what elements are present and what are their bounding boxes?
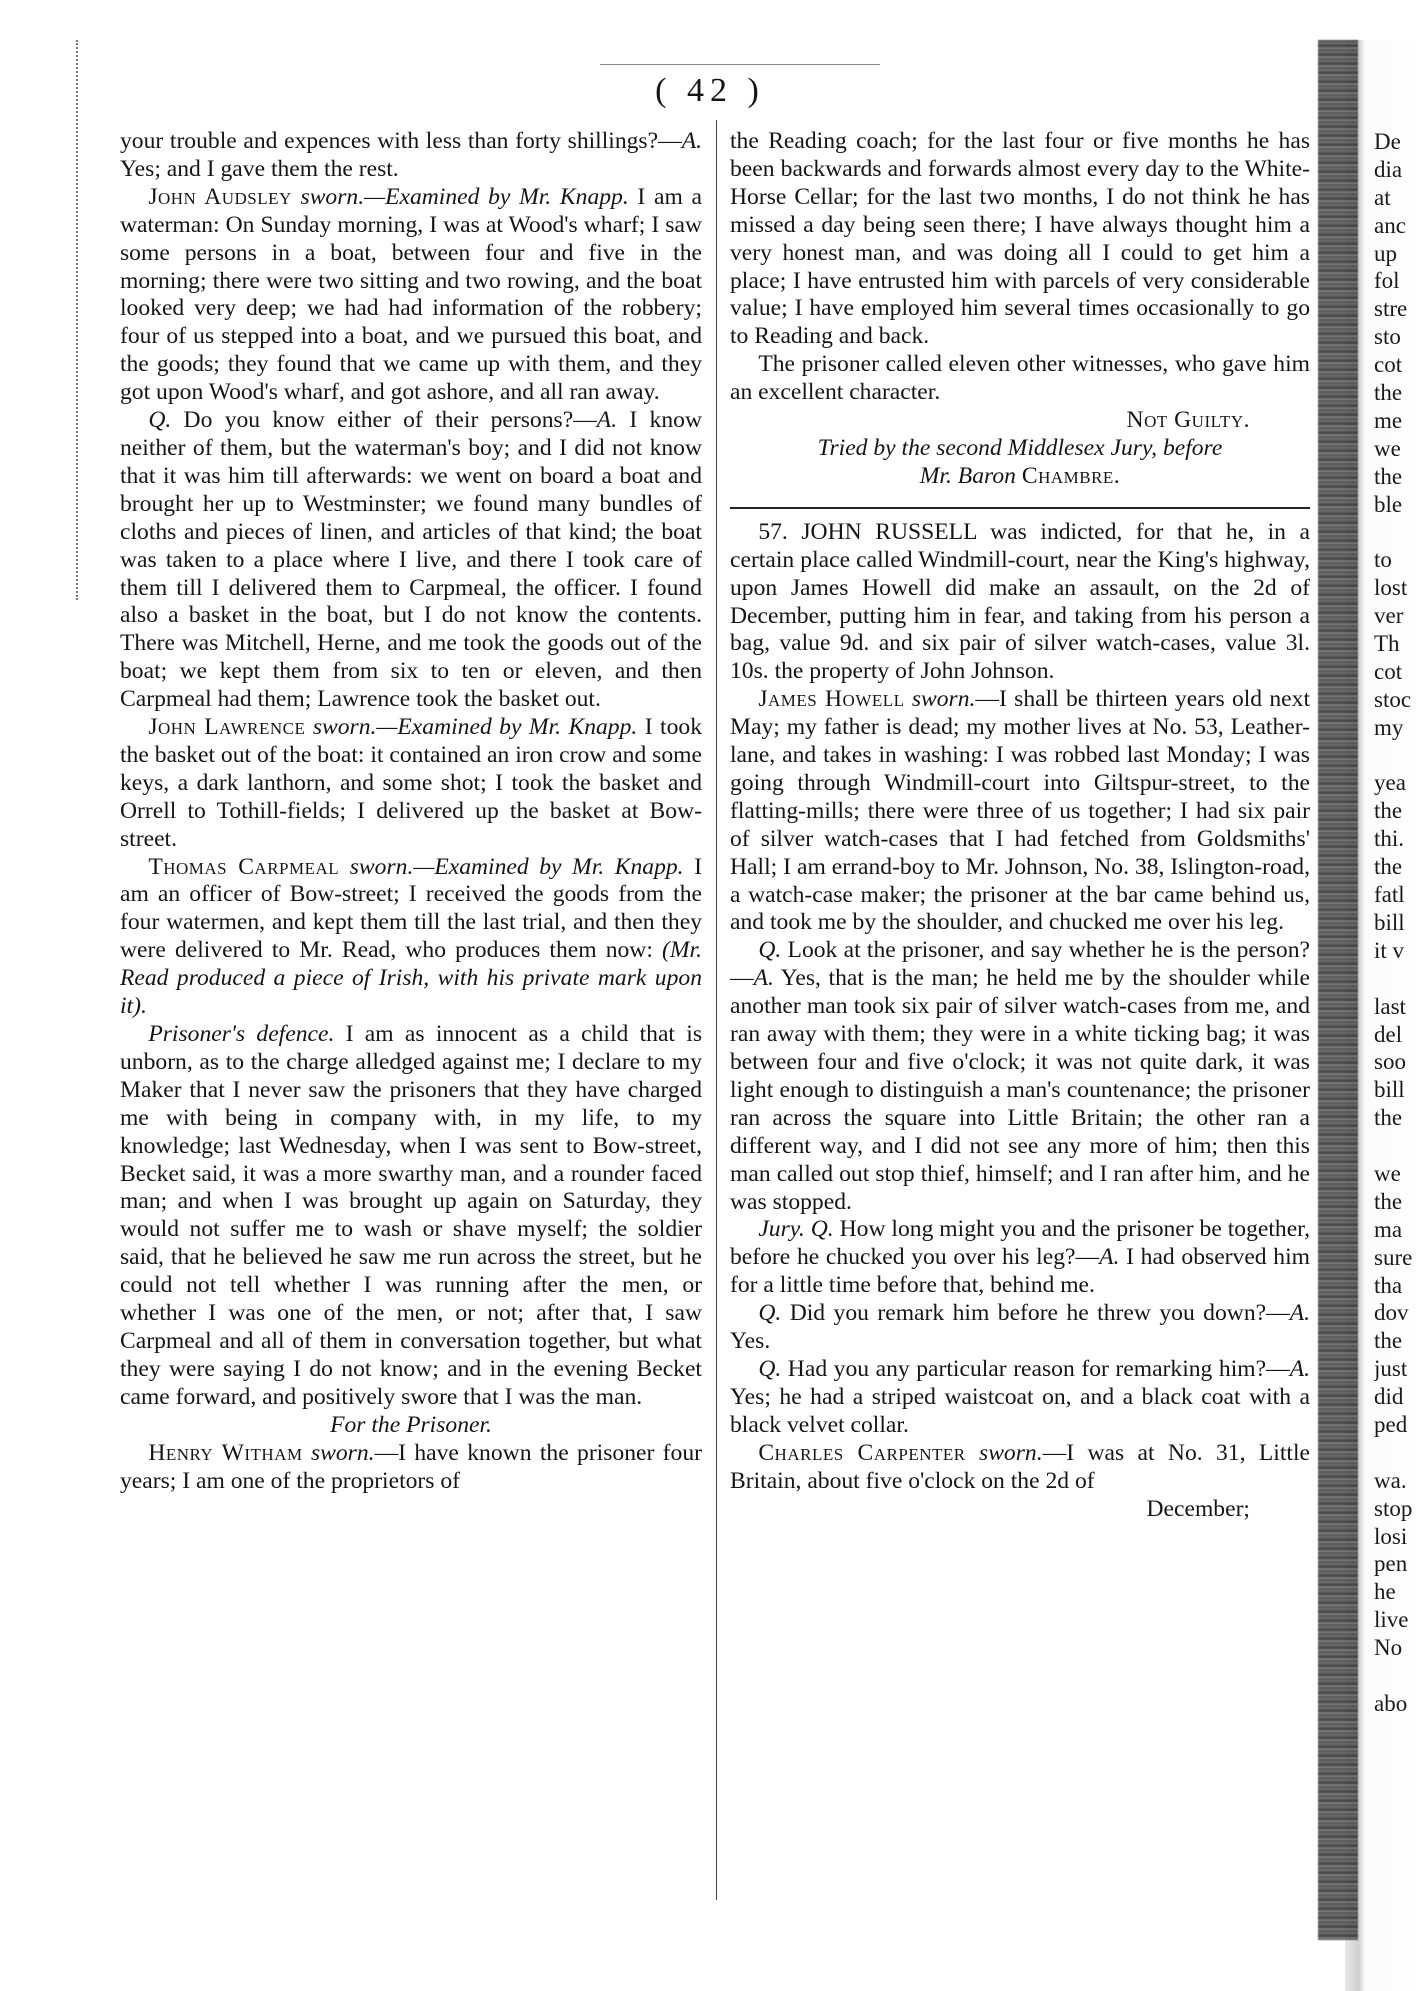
right_column-paragraph: The prisoner called eleven other witnesses, who gave him an excellent character. (730, 351, 1310, 406)
right_column-paragraph: Charles Carpenter sworn.—I was at No. 31, Little Britain, about five o'clock on the 2d of (730, 1439, 1311, 1494)
left_column-paragraph: For the Prisoner. (330, 1411, 492, 1438)
right_column-paragraph: Q. Look at the prisoner, and say whether he is the person?—A. Yes, that is the man; he held me by the shoulder while another man took six pair of silver watch-cases from me, and ran away with them; they were in a white ticking bag; it was between four and five o'clock; it was not quite dark, it was light enough to distinguish a man's countenance; the prisoner ran across the square into Little Britain; the other ran a different way, and I did not see any more of him; then this man called out stop thief, himself; and I ran after him, and he was stopped. (730, 937, 1310, 1215)
facing-page-fragment: ped (1374, 1411, 1408, 1437)
right_column-paragraph: Jury. Q. How long might you and the prisoner be together, before he chucked you over his leg?—A. I had observed him for a little time before that, behind me. (730, 1216, 1310, 1299)
facing-page-fragment: yea (1374, 770, 1406, 796)
right_column-paragraph: the Reading coach; for the last four or five months he has been backwards and forwards almost every day to the White-Horse Cellar; for the last two months, I do not think he has missed a day being seen there; I have always thought him a very honest man, and was doing all I could to get him a place; I have entrusted him with parcels of very considerable value; I have employed him several times occasionally to go to Reading and back. (730, 128, 1310, 350)
left_column-paragraph: Prisoner's defence. I am as innocent as a child that is unborn, as to the charge alledged against me; I declare to my Maker that I never saw the prisoners that they have charged me with being in company with, in my life, to my knowledge; last Wednesday, when I was sent to Bow-street, Becket said, it was a more swarthy man, and a rounder faced man; and when I was brought up again on Saturday, they would not suffer me to wash or shave myself; the soldier said, that he believed he saw me run across the street, but he could not tell whether I was running after the men, or whether I was one of the men, or not; after that, I saw Carpmeal and all of them in conversation together, but what they were saying I do not know; and in the evening Becket came forward, and positively swore that I was the man. (120, 1021, 702, 1410)
facing-page-fragment: the (1374, 1328, 1403, 1354)
facing-page-fragment: thi. (1374, 826, 1405, 852)
facing-page-fragment (1374, 1439, 1422, 1467)
left_column-paragraph: Henry Witham sworn.—I have known the prisoner four years; I am one of the proprietors of (120, 1439, 702, 1494)
facing-page-fragment: cot (1374, 658, 1403, 684)
left_column-paragraph: your trouble and expences with less than forty shillings?—A. Yes; and I gave them the rest. (120, 128, 702, 182)
facing-page-fragment: the (1374, 854, 1403, 880)
left_column-paragraph: John Audsley sworn.—Examined by Mr. Knapp. I am a waterman: On Sunday morning, I was at Wood's wharf; I saw some persons in a boat, between four and five in the morning; there were two sitting and two rowing, and the boat looked very deep; we had had information of the robbery; four of us stepped into a boat, and we pursued this boat, and the goods; they found that we came up with them, and they got upon Wood's wharf, and got ashore, and all ran away. (120, 183, 702, 406)
right_column-paragraph: Tried by the second Middlesex Jury, before Mr. Baron Chambre. (817, 434, 1223, 489)
facing-page-fragments (1374, 128, 1422, 1718)
facing-page-fragment: stop (1374, 1495, 1413, 1521)
facing-page-fragment: to (1374, 547, 1392, 573)
right_column-paragraph: James Howell sworn.—I shall be thirteen years old next May; my father is dead; my mother lives at No. 53, Leather-lane, and takes in washing: I was robbed last Monday; I was going through Windmill-court into Giltspur-street, to the flatting-mills; there were three of us together; I had six pair of silver watch-cases that I had fetched from Goldsmiths' Hall; I am errand-boy to Mr. Johnson, No. 38, Islington-road, a watch-case maker; the prisoner at the bar came behind us, and took me by the shoulder, and chucked me over his leg. (730, 686, 1311, 936)
left_column-paragraph: Q. Do you know either of their persons?—A. I know neither of them, but the waterman's boy; and I did not know that it was him till afterwards: we went on board a boat and brought her up to Westminster; we found many bundles of cloths and pieces of linen, and articles of that kind; the boat was taken to a place where I live, and there I took care of them till I delivered them to Carpmeal, the officer. I found also a basket in the boat, but I do not know the contents. There was Mitchell, Herne, and me took the goods out of the boat; we kept them from six to ten or eleven, and then Carpmeal had them; Lawrence took the basket out. (120, 407, 702, 713)
facing-page-fragment: ble (1374, 491, 1403, 517)
facing-page-fragment (1374, 518, 1422, 546)
facing-page-fragment: lost (1374, 575, 1408, 601)
facing-page-fragment: we (1374, 435, 1401, 461)
facing-page-fragment: we (1374, 1160, 1401, 1186)
facing-page-fragment: No (1374, 1635, 1403, 1661)
facing-page-fragment: bill (1374, 909, 1405, 935)
facing-page-fragment: tha (1374, 1272, 1403, 1298)
facing-page-fragment (1374, 1662, 1422, 1690)
left_column-paragraph: Thomas Carpmeal sworn.—Examined by Mr. Knapp. I am an officer of Bow-street; I received the goods from the four watermen, and kept them till the last trial, and then they were delivered to Mr. Read, who produces them now: (Mr. Read produced a piece of Irish, with his private mark upon it). (120, 853, 703, 1020)
facing-page-fragment (1374, 1132, 1422, 1160)
facing-page-fragment: me (1374, 407, 1403, 433)
facing-page-fragment: the (1374, 1105, 1403, 1131)
right_column-paragraph: Q. Did you remark him before he threw you down?—A. Yes. (730, 1300, 1310, 1355)
facing-page-fragment: abo (1374, 1690, 1408, 1716)
facing-page-fragment: sure (1374, 1244, 1413, 1270)
facing-page-fragment: stre (1374, 296, 1408, 322)
facing-page-fragment: wa. (1374, 1467, 1407, 1493)
page-number: ( 42 ) (655, 72, 765, 109)
facing-page-fragment: cot (1374, 352, 1403, 378)
facing-page-fragment: dia (1374, 156, 1403, 182)
facing-page-fragment: just (1374, 1356, 1408, 1382)
facing-page-fragment: ver (1374, 603, 1404, 629)
top-rule (600, 64, 880, 65)
facing-page-fragment: live (1374, 1607, 1409, 1633)
facing-page-fragment: stoc (1374, 686, 1412, 712)
facing-page-fragment: ma (1374, 1216, 1403, 1242)
column-divider (716, 120, 717, 1900)
facing-page-fragment: bill (1374, 1077, 1405, 1103)
binding-shadow (1318, 40, 1358, 1940)
right_column-paragraph: Q. Had you any particular reason for remarking him?—A. Yes; he had a striped waistcoat on, and a black coat with a black velvet collar. (730, 1355, 1310, 1438)
facing-page-fragment: De (1374, 129, 1401, 154)
facing-page-fragment: the (1374, 380, 1403, 406)
facing-page-fragment: dov (1374, 1300, 1409, 1326)
facing-page-fragment: last (1374, 993, 1406, 1019)
facing-page-fragment: anc (1374, 212, 1406, 238)
facing-page-fragment: fatl (1374, 882, 1405, 908)
facing-page-fragment: del (1374, 1021, 1403, 1047)
right_column-paragraph: December; (1146, 1495, 1250, 1522)
right_column-paragraph: Not Guilty. (1126, 407, 1250, 434)
left-margin-mark (76, 40, 80, 600)
facing-page-fragment: fol (1374, 268, 1400, 294)
facing-page-fragment: it v (1374, 937, 1405, 963)
facing-page-fragment: did (1374, 1384, 1404, 1410)
facing-page-fragment: soo (1374, 1049, 1406, 1075)
facing-page-fragment: sto (1374, 324, 1401, 350)
facing-page-fragment: the (1374, 798, 1403, 824)
facing-page-fragment (1374, 965, 1422, 993)
facing-page-fragment (1374, 742, 1422, 770)
facing-page-fragment: up (1374, 240, 1397, 266)
left-column (120, 128, 702, 1495)
facing-page-fragment: my (1374, 714, 1404, 740)
right_column-paragraph: 57. JOHN RUSSELL was indicted, for that he, in a certain place called Windmill-court, near the King's highway, upon James Howell did make an assault, on the 2d of December, putting him in fear, and taking from his person a bag, value 9d. and six pair of silver watch-cases, value 3l. 10s. the property of John Johnson. (730, 518, 1310, 685)
facing-page-fragment: the (1374, 463, 1403, 489)
facing-page-fragment: at (1374, 184, 1391, 210)
facing-page-fragment: he (1374, 1579, 1396, 1605)
facing-page-fragment: the (1374, 1188, 1403, 1214)
facing-page-fragment: Th (1374, 631, 1400, 657)
left_column-paragraph: John Lawrence sworn.—Examined by Mr. Knapp. I took the basket out of the boat: it contained an iron crow and some keys, a dark lanthorn, and some shot; I took the basket and Orrell to Tothill-fields; I delivered up the basket at Bow-street. (120, 714, 702, 852)
facing-page-fragment: pen (1374, 1551, 1408, 1577)
section-rule (730, 507, 1310, 509)
facing-page-fragment: losi (1374, 1523, 1408, 1549)
right-column (730, 128, 1310, 1523)
